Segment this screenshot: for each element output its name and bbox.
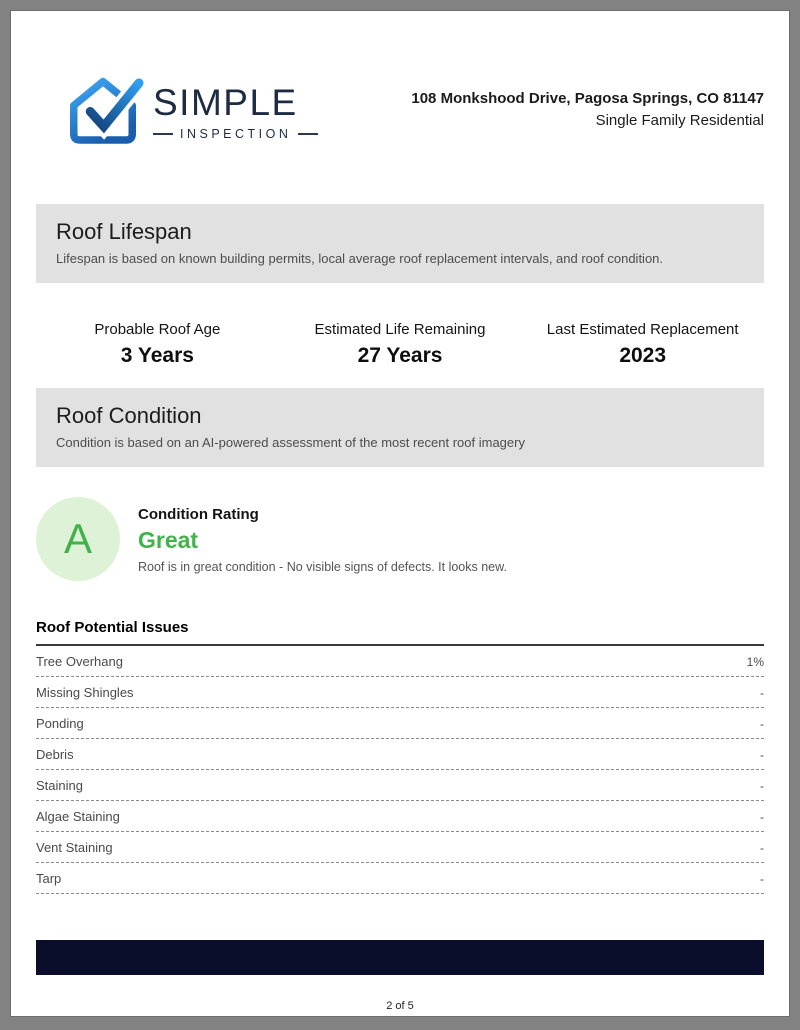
logo-tagline-text: INSPECTION xyxy=(180,127,292,141)
issue-label: Tarp xyxy=(36,871,62,886)
potential-issues-table xyxy=(36,619,764,894)
grade-badge xyxy=(36,497,120,581)
issue-value: 1% xyxy=(746,654,764,669)
footer-accent-bar xyxy=(36,940,764,975)
issue-label: Tree Overhang xyxy=(36,654,123,669)
roof-condition-section-header xyxy=(36,388,764,467)
stat-value: 3 Years xyxy=(120,344,194,367)
rating-info xyxy=(138,497,507,581)
table-row xyxy=(36,832,764,863)
page-indicator: 2 of 5 xyxy=(386,1000,414,1012)
stat-value: 27 Years xyxy=(357,344,443,367)
roof-lifespan-section-header xyxy=(36,204,764,283)
issue-label: Algae Staining xyxy=(36,809,120,824)
table-row xyxy=(36,708,764,739)
issue-label: Ponding xyxy=(36,716,84,731)
property-address: 108 Monkshood Drive, Pagosa Springs, CO 81147 xyxy=(411,89,764,107)
logo-dash-left xyxy=(153,133,173,135)
report-header xyxy=(11,11,789,156)
issue-label: Vent Staining xyxy=(36,840,113,855)
issue-value: - xyxy=(760,840,764,855)
stat-probable-roof-age xyxy=(36,321,279,368)
logo-text xyxy=(153,84,318,141)
report-page xyxy=(10,10,790,1017)
grade-letter: A xyxy=(63,515,92,562)
table-row xyxy=(36,739,764,770)
stat-estimated-life-remaining xyxy=(279,321,522,368)
logo-tagline xyxy=(153,127,318,141)
table-row xyxy=(36,770,764,801)
table-row xyxy=(36,677,764,708)
issue-value: - xyxy=(760,716,764,731)
roof-lifespan-title: Roof Lifespan xyxy=(56,219,192,244)
house-checkmark-icon xyxy=(61,64,145,156)
table-row xyxy=(36,801,764,832)
rating-description: Roof is in great condition - No visible signs of defects. It looks new. xyxy=(138,560,507,574)
issue-label: Staining xyxy=(36,778,83,793)
issue-label: Debris xyxy=(36,747,74,762)
issue-value: - xyxy=(760,747,764,762)
issue-value: - xyxy=(760,871,764,886)
stat-label: Estimated Life Remaining xyxy=(314,321,486,338)
table-row xyxy=(36,646,764,677)
stat-label: Probable Roof Age xyxy=(94,321,221,338)
issue-value: - xyxy=(760,685,764,700)
company-logo xyxy=(61,64,318,156)
roof-condition-subtitle: Condition is based on an AI-powered assessment of the most recent roof imagery xyxy=(56,435,525,450)
stat-label: Last Estimated Replacement xyxy=(546,321,739,338)
roof-condition-title: Roof Condition xyxy=(56,403,202,428)
stat-last-estimated-replacement xyxy=(521,321,764,368)
issue-value: - xyxy=(760,778,764,793)
rating-label: Condition Rating xyxy=(138,506,259,523)
issue-value: - xyxy=(760,809,764,824)
condition-rating-block xyxy=(36,497,764,581)
roof-lifespan-subtitle: Lifespan is based on known building permits, local average roof replacement intervals, and roof condition. xyxy=(56,251,664,266)
issue-label: Missing Shingles xyxy=(36,685,134,700)
property-address-block xyxy=(411,88,764,132)
stat-value: 2023 xyxy=(619,344,667,367)
table-row xyxy=(36,863,764,894)
lifespan-stats-row xyxy=(36,321,764,368)
property-type: Single Family Residential xyxy=(595,111,764,129)
potential-issues-title: Roof Potential Issues xyxy=(36,619,764,646)
logo-dash-right xyxy=(298,133,318,135)
rating-value: Great xyxy=(138,527,199,553)
logo-name: SIMPLE xyxy=(153,82,298,123)
